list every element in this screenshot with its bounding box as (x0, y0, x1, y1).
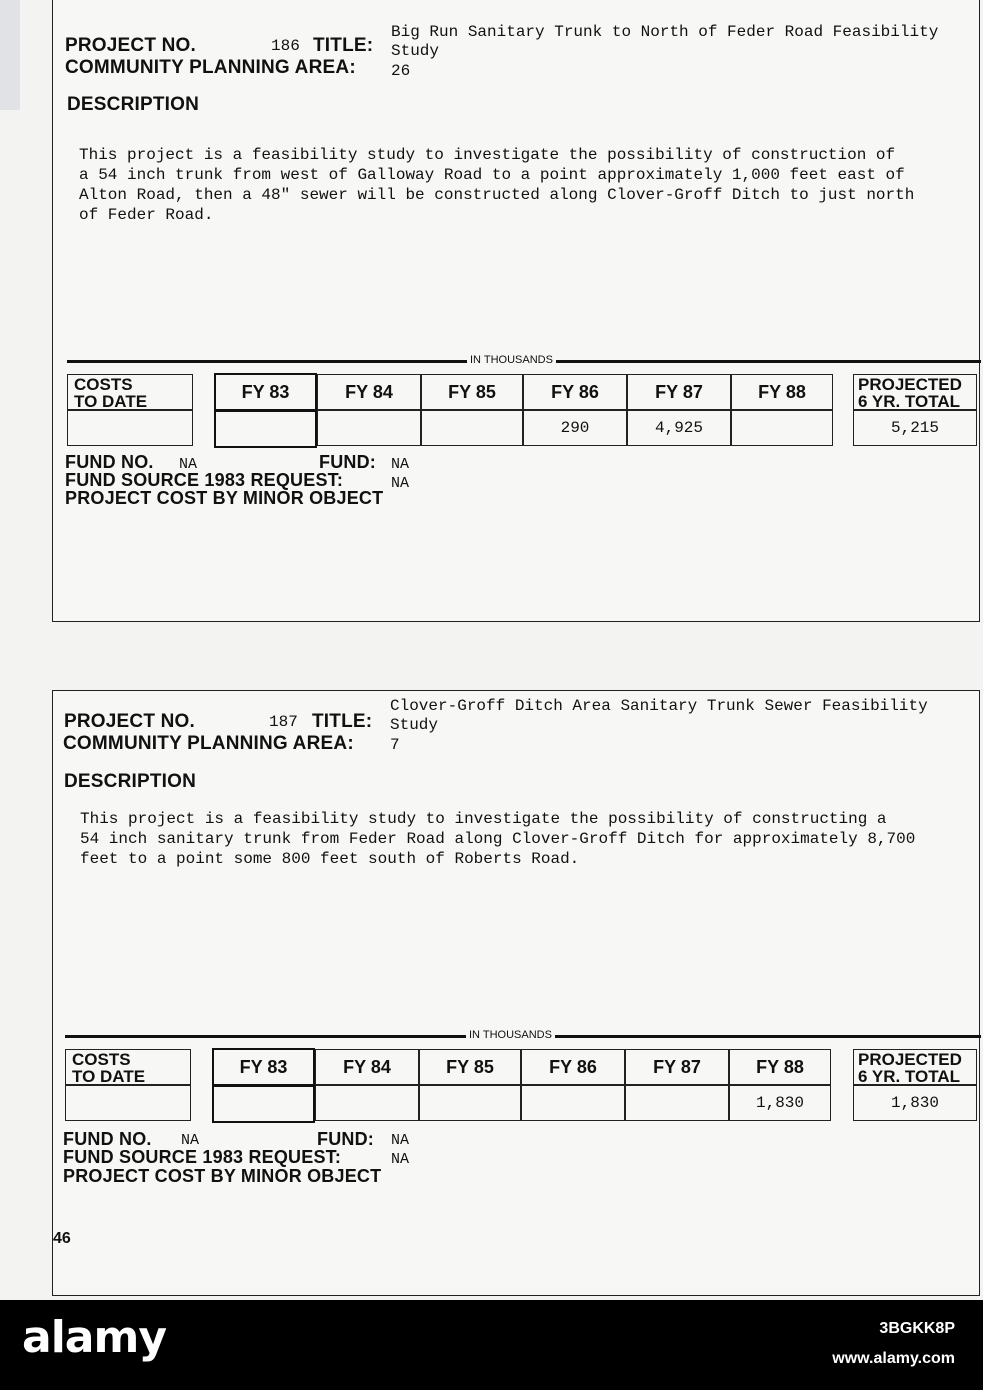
site-url: www.alamy.com (832, 1350, 955, 1367)
fy85-header: FY 85 (419, 1049, 521, 1085)
project-number: 187 (269, 713, 298, 731)
fy83-header: FY 83 (212, 1048, 315, 1086)
projected-total-value: 5,215 (853, 410, 977, 446)
fy84-header: FY 84 (317, 374, 421, 410)
community-planning-area-label: COMMUNITY PLANNING AREA: (65, 57, 356, 78)
image-id: 3BGKK8P (879, 1320, 955, 1337)
description-heading: DESCRIPTION (67, 94, 200, 115)
fy87-header: FY 87 (627, 374, 731, 410)
costs-to-date-value (67, 410, 193, 446)
fy86-value: 290 (523, 410, 627, 446)
fy88-header: FY 88 (731, 374, 833, 410)
project-no-label: PROJECT NO. (65, 35, 196, 56)
project-no-label: PROJECT NO. (64, 711, 195, 732)
fy87-value (625, 1085, 729, 1121)
fund-source-value: NA (391, 1151, 410, 1168)
minor-object-label: PROJECT COST BY MINOR OBJECT (65, 488, 384, 508)
fy85-value (419, 1085, 521, 1121)
fund-source-label: FUND SOURCE 1983 REQUEST: (63, 1147, 342, 1167)
minor-object-label: PROJECT COST BY MINOR OBJECT (63, 1166, 382, 1186)
project-title: Clover-Groff Ditch Area Sanitary Trunk Sewer Feasibility Study (390, 697, 928, 734)
fund-label: FUND: (317, 1129, 374, 1149)
fund-no-label: FUND NO. (63, 1129, 152, 1149)
project-description: This project is a feasibility study to investigate the possibility of constructing a 54 inch sanitary trunk from Feder Road along Clover-Groff Ditch for approximately 8,700 feet to a point some 800 feet south of Roberts Road. (80, 810, 916, 868)
fy83-header: FY 83 (214, 373, 317, 411)
in-thousands-label: IN THOUSANDS (467, 354, 556, 366)
title-label: TITLE: (313, 35, 374, 56)
community-planning-area-value: 26 (391, 62, 411, 80)
fy86-header: FY 86 (521, 1049, 625, 1085)
title-label: TITLE: (312, 711, 373, 732)
fy85-header: FY 85 (421, 374, 523, 410)
fund-no-label: FUND NO. (65, 452, 154, 472)
fy88-value: 1,830 (729, 1085, 831, 1121)
fund-source-value: NA (391, 475, 410, 492)
fund-value: NA (391, 1132, 410, 1149)
projected-total-header: PROJECTED 6 YR. TOTAL (853, 374, 977, 410)
scan-edge-shadow (0, 0, 20, 110)
community-planning-area-value: 7 (390, 736, 400, 754)
fy85-value (421, 410, 523, 446)
community-planning-area-label: COMMUNITY PLANNING AREA: (63, 733, 354, 754)
fy84-header: FY 84 (315, 1049, 419, 1085)
costs-to-date-header: COSTS TO DATE (65, 1049, 191, 1085)
fund-value: NA (391, 456, 410, 473)
project-description: This project is a feasibility study to investigate the possibility of construction of a 54 inch trunk from west of Galloway Road to a point approximately 1,000 feet east of Alton Road, then a 48" sewer will be constructed along Clover-Groff Ditch to just north of Feder Road. (79, 146, 915, 224)
fund-no-value: NA (179, 456, 198, 473)
project-number: 186 (271, 37, 300, 55)
fy88-header: FY 88 (729, 1049, 831, 1085)
project-title: Big Run Sanitary Trunk to North of Feder Road Feasibility Study (391, 23, 939, 60)
costs-to-date-value (65, 1085, 191, 1121)
fy87-value: 4,925 (627, 410, 731, 446)
fy88-value (731, 410, 833, 446)
project-card-187 (52, 690, 980, 1296)
fy84-value (315, 1085, 419, 1121)
fund-no-value: NA (181, 1132, 200, 1149)
projected-total-value: 1,830 (853, 1085, 977, 1121)
costs-to-date-header: COSTS TO DATE (67, 374, 193, 410)
fy86-header: FY 86 (523, 374, 627, 410)
page-number: 46 (53, 1230, 71, 1247)
in-thousands-label: IN THOUSANDS (466, 1029, 555, 1041)
fy86-value (521, 1085, 625, 1121)
watermark-footer (0, 1300, 983, 1390)
description-heading: DESCRIPTION (64, 771, 197, 792)
fund-source-label: FUND SOURCE 1983 REQUEST: (65, 470, 344, 490)
projected-total-header: PROJECTED 6 YR. TOTAL (853, 1049, 977, 1085)
fund-label: FUND: (319, 452, 376, 472)
alamy-logo: alamy (22, 1312, 166, 1363)
fy83-value (212, 1085, 315, 1123)
fy83-value (214, 410, 317, 448)
project-card-186 (52, 0, 980, 622)
fy84-value (317, 410, 421, 446)
fy87-header: FY 87 (625, 1049, 729, 1085)
